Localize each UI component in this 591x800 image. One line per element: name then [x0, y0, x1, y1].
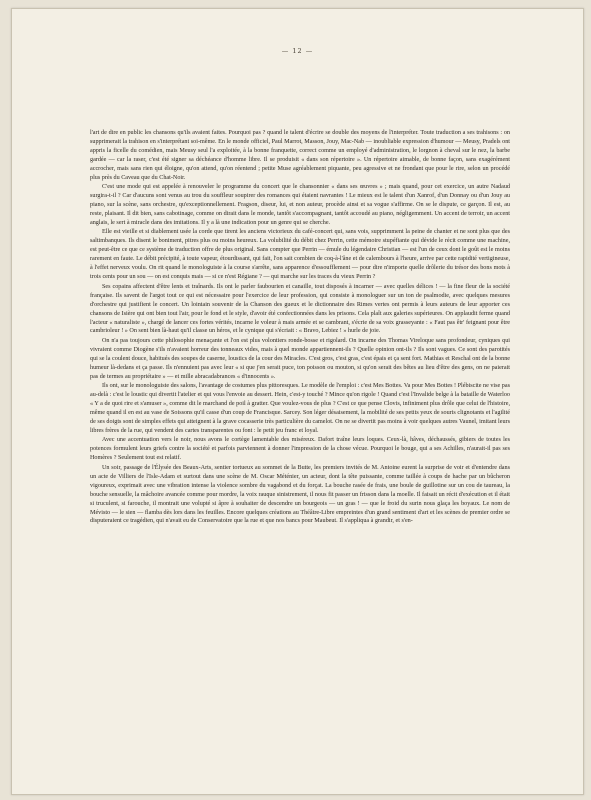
paragraph: On n'a pas toujours cette philosophie menaçante et l'on est plus volontiers ronde-bosse et rigolard. On incarne des Thomas Vireloque sans profondeur, cyniques qui vivraient comme Diogène s'ils n'avaient horreur des tonneaux vides, mais à quel monde appartiennent-ils ? Quelle opinion ont-ils ? Ils sont vagues. Ce sont des parotités qui se la coulent douce, habitués des soupes de caserne, loustics de la cour des Miracles. C'est gros, c'est gras, c'est épais et ça sent fort. Mathias et Reschal ont de la bonne humeur là-dedans et ça passe. Ils n'ennuient pas avec leur « si que j'en serait puce, ton poisson ou mouton, si qu'on serait des bêtes au lieu d'être des gens, on ne paierait pas de termes au propriétaire » — et mille abracadabrances « d'innocents ».	[90, 337, 510, 380]
paragraph: Un soir, passage de l'Élysée des Beaux-Arts, sentier tortueux au sommet de la Butte, les premiers invités de M. Antoine eurent la surprise de voir et d'entendre dans un acte de Villiers de l'Isle-Adam et surtout dans une scène de M. Oscar Méténier, un acteur, dont la tête puissante, comme taillée à coups de hache par un bûcheron vigoureux, exprimait avec une vibration intense la violence sombre du vagabond et du forçat. La bouche rasée de frais, une boule de guillotine sur un cou de taureau, la bouche sensuelle, la mâchoire avancée comme pour mordre, la voix rauque sinistrement, il nous fit passer un frisson dans la moelle. Il faisait un récit d'exécution et il était si truculent, si farouche, il montrait une volupté si âpre à souhaiter de descendre un bourgeois — un gras ! — que le froid du surin nous glaça les boyaux. Le nom de Mévisto — le sien — flamba dès lors dans les feuilles. Encore quelques créations au Théâtre-Libre empreintes d'un grand sentiment d'art et les scènes de premier ordre se disputeraient ce tragédien, qui n'avait eu de Conservatoire que la rue et que nos bancs pour Maubeut. Il s'appliqua à grandir, et s'en-	[90, 464, 510, 525]
text-column	[90, 129, 510, 526]
paragraph: Ils ont, sur le monologuiste des salons, l'avantage de costumes plus pittoresques. Le modèle de l'emploi : c'est Mes Bottes. Va pour Mes Bottes ! Plébiscite ne vise pas au-delà : c'est le loustic qui divertit l'atelier et qui vous l'envoie au dessert. Hein, c'est-y touché ? Mince qu'on rigole ! Quand c'est l'Invalide belge à la bataille de Waterloo « Y a de quoi rire et s'amuser », comme dit le marchand de poil à gratter. Que voulez-vous de plus ? C'est ce que pense Clovis, infiniment plus drôle que celui de l'histoire, même quand il en est au vase de Soissons qu'il casse d'un coup de Francisque. Sarcey. Son léger désaisement, la mobilité de ses petits yeux de souris clignotants et l'agilité de ses doigts sont de simples effets qui atteignent à la grave cocasserie très particulière du camelot. On ne se divertit pas moins à voir quelques autres Vaunel, imitant leurs libres frères de la rue, qui vendent des cartes transparentes ou font : le petit jeu franc et loyal.	[90, 383, 510, 434]
paragraph: Elle est vieille et si diablement usée la corde que tirent les anciens victorieux du café-concert qui, sans vois, supprimment la peine de chanter et ne sont plus que des saltimbanques. Ils disent le boniment, pitres plus ou moins heureux. La volubilité du débit chez Perrin, cette mémoire stupéfiante qui dévide le récit comme une machine, est peut-être ce que ce système de traduction offre de plus original. Sans compter que Perrin — émule du légendaire Christian — est l'un de ceux dont le goût est le moins rarement en faute. Le débit précipité, à toute vapeur, étourdissant, qui fait, l'on sait combien de coq-à-l'âne et de calembours à l'heure, arrive par cette rapidité vertigineuse, à l'effet nerveux voulu. On rit quand le monologuiste à la course s'arrête, sans apparence d'essoufflement — pour dire n'importe quelle drôlerie du trésor des bons mots à trois cents pour un sou — on est conquis mais — si ce n'est Régiane ? — qui marche sur les traces du vieux Perrin ?	[90, 229, 510, 281]
paragraph: Avec une accentuation vers le noir, nous avons le cortège lamentable des miséreux. Dafort traîne leurs loques. Ceux-là, hâves, déchaussés, gibiers de toutes les potences formulent leurs griefs contre la société et parfois parviennent à donner l'impression de la chose vécue. Pourquoi le bouge, qui a ses Achilles, n'aurait-il pas ses Homères ? Seulement tout est relatif.	[90, 437, 510, 462]
paragraph: C'est une mode qui est appelée à renouveler le programme du concert que le chansonnier « dans ses œuvres » ; mais quand, pour cet exercice, un autre Nadaud surgira-t-il ? Car d'aucuns sont venus au trou du souffleur soupirer des romances qui étaient navrantes ! Le mieux est le talent d'un Xanrof, d'un Donnay ou d'un Jouy au piano, sur la scène, sans orchestre, qu'exceptionnellement. Fragson, diseur, lui, et non auteur, procède ainsi et sa vogue s'affirme. On se le dispute, ce garçon. Il est, au reste, plaisant. Il dit bien, sans cabotinage, comme on dirait dans le monde, tantôt s'accompagnant, tantôt accoudé au piano, négligemment. Un accent de terroir, un accent anglais, le sert à miracle dans des imitations. Il y a là une indication pour un genre qui se cherche.	[90, 184, 510, 227]
paragraph: l'art de dire en public les chansons qu'ils avaient faites. Pourquoi pas ? quand le talent d'écrire se double des moyens de l'interpréter. Toute traduction a ses trahisons : on supprimerait la trahison en s'interprétant soi-même. En le monde officiel, Paul Marrot, Masson, Jouy, Mac-Nab — inoubliable expression d'humour — Meusy, Pradels ont appris la ficelle du comédien, mais Meusy seul l'a exploitée, à la bonne franquette, correct comme un employé d'administration, le lorgnon à cheval sur le nez, la barbe gardée — car la raser, c'est été signer sa déchéance d'homme libre. Il se produisit « dans son répertoire ». Un répertoire aimable, de bonne façon, sans exagérément accrocher, mais sans rien qui éloigne, qu'on attend, qu'on réentend ; petite Muse agréablement piquante, peu agressive et ne frondant que pour le rire, selon un procédé plus près du Caveau que du Chat-Noir.	[90, 130, 510, 181]
paragraph: Ses copains affectent d'être lents et traînards. Ils ont le parler faubourien et canaille, tout disposés à incarner — avec quelles délices ! — la fine fleur de la société française. Ils savent de l'argot tout ce qui est nécessaire pour l'exercice de leur profession, qui consiste à monologuer sur un ton de psalmodie, avec quelques mesures d'orchestre qui justifient le concert. Un lointain souvenir de la Chanson des gueux et le dictionnaire des Rimes vertes ont permis à leurs auteurs de leur apporter ces chansons de Isière qui ont bien tout l'air, pour le fond et le style, d'avoir été confectionnées dans les prisons. Cela plaît aux galeries supérieures. On applaudit ferme quand l'acteur « naturaliste », chargé de lancer ces fortes vérités, incarne le voleur à mais armée et se cambrant, s'écrie de sa voix grasseyante : « Faut pas êtr' feignant pour être cambrioleur ! » On sent bien là-haut qu'il classe un héros, et le cynique qui s'écriait : « Bravo, Lebiez ! » hurle de joie.	[90, 283, 510, 335]
page-number: — 12 —	[281, 47, 314, 55]
page-sheet	[11, 8, 584, 795]
